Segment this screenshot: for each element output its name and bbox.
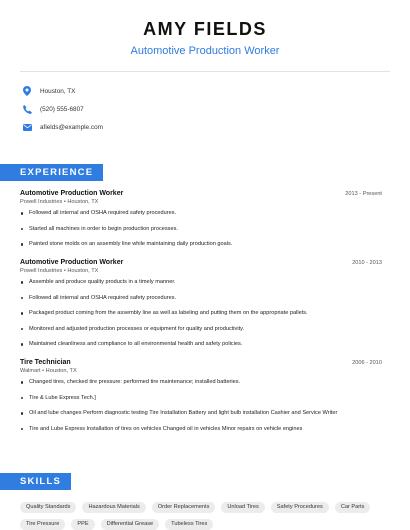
experience-section — [0, 162, 103, 181]
job-dates: 2006 - 2010 — [352, 360, 382, 366]
location-text: Houston, TX — [40, 87, 76, 95]
job-title: Automotive Production Worker — [20, 259, 124, 266]
job-entry — [20, 259, 382, 357]
list-item: Followed all internal and OSHA required safety procedures. — [20, 210, 382, 217]
list-item: Tire and Lube Express Installation of tires on vehicles Changed oil in vehicles Minor repairs on vehicle engines — [20, 426, 382, 433]
list-item: Packaged product coming from the assembly line as well as labeling and putting them on the appropriate pallets. — [20, 310, 382, 317]
list-item: Painted stone molds on an assembly line while maintaining daily production goals. — [20, 241, 382, 248]
skills-list — [20, 502, 400, 530]
list-item: Tire & Lube Express Tech.] — [20, 395, 382, 402]
skills-section — [0, 471, 71, 490]
skill-tag: Tubeless Tires — [165, 519, 213, 530]
contact-list — [0, 72, 410, 136]
job-title: Automotive Production Worker — [20, 190, 124, 197]
list-item: Started all machines in order to begin production processes. — [20, 226, 382, 233]
job-company: Powell Industries • Houston, TX — [20, 268, 99, 274]
skill-tag: Unload Tires — [221, 502, 264, 513]
experience-heading: EXPERIENCE — [0, 164, 103, 181]
candidate-role: Automotive Production Worker — [130, 45, 280, 57]
map-pin-icon — [22, 86, 32, 96]
list-item: Assemble and produce quality products in a timely manner. — [20, 279, 382, 286]
skill-tag: Tire Pressure — [20, 519, 65, 530]
contact-email — [22, 118, 410, 136]
job-company: Powell Industries • Houston, TX — [20, 199, 99, 205]
skill-tag: Quality Standards — [20, 502, 76, 513]
job-title: Tire Technician — [20, 359, 71, 366]
job-bullets — [20, 279, 382, 348]
job-dates: 2013 - Present — [345, 191, 382, 197]
envelope-icon — [22, 122, 32, 132]
job-entry — [20, 190, 382, 257]
contact-location — [22, 82, 410, 100]
job-dates: 2010 - 2013 — [352, 260, 382, 266]
phone-icon — [22, 104, 32, 114]
skill-tag: Car Parts — [335, 502, 371, 513]
list-item: Monitored and adjusted production processes or equipment for quality and productivity. — [20, 326, 382, 333]
job-entry — [20, 359, 382, 441]
list-item: Changed tires, checked tire pressure: performed tire maintenance; installed batteries. — [20, 379, 382, 386]
list-item: Followed all internal and OSHA required safety procedures. — [20, 295, 382, 302]
candidate-name: AMY FIELDS — [143, 19, 267, 39]
job-bullets — [20, 210, 382, 248]
list-item: Maintained cleanliness and compliance to all environmental health and safety policies. — [20, 341, 382, 348]
skill-tag: PPE — [71, 519, 94, 530]
resume-header — [0, 0, 410, 58]
skill-tag: Safety Procedures — [271, 502, 329, 513]
skill-tag: Differential Grease — [101, 519, 160, 530]
email-text[interactable]: afields@example.com — [40, 123, 103, 131]
contact-phone — [22, 100, 410, 118]
phone-text: (520) 555-6807 — [40, 105, 84, 113]
job-bullets — [20, 379, 382, 433]
skill-tag: Order Replacements — [152, 502, 216, 513]
job-company: Walmart • Houston, TX — [20, 368, 77, 374]
list-item: Oil and lube changes Perform diagnostic testing Tire Installation Battery and light bulb installation Cashier and Service Writer — [20, 410, 382, 417]
skill-tag: Hazardous Materials — [82, 502, 145, 513]
skills-heading: SKILLS — [0, 473, 71, 490]
